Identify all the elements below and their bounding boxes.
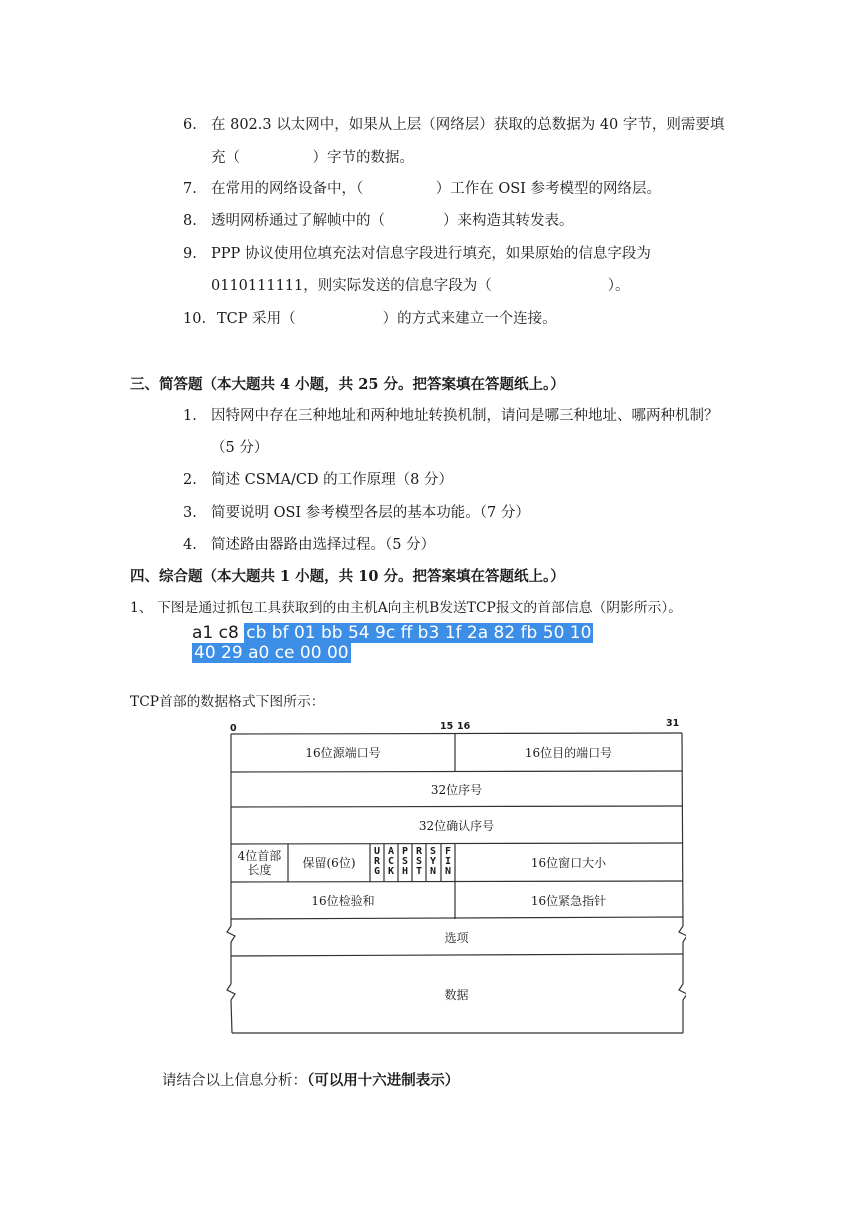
field-destination-port: 16位目的端口号 xyxy=(524,746,613,760)
flag-rst xyxy=(413,847,425,877)
header-length-line-2: 长度 xyxy=(247,863,272,877)
short-question-1 xyxy=(183,406,719,426)
question-number: 6. xyxy=(183,117,197,133)
tcp-format-caption: TCP首部的数据格式下图所示： xyxy=(130,694,325,710)
flag-letter: P xyxy=(401,846,409,857)
field-source-port: 16位源端口号 xyxy=(305,746,381,760)
field-reserved: 保留(6位) xyxy=(302,856,356,870)
hex-plain-bytes: a1 c8 xyxy=(192,623,239,643)
field-urgent-pointer: 16位紧急指针 xyxy=(530,893,607,908)
hex-highlighted-bytes: 40 29 a0 ce 00 00 xyxy=(194,643,349,663)
analysis-prompt xyxy=(162,1071,459,1091)
question-number: 2. xyxy=(183,472,197,488)
flag-letter: N xyxy=(429,866,437,877)
question-number: 4. xyxy=(183,537,197,553)
question-number: 10. xyxy=(183,311,207,327)
flag-letter: F xyxy=(444,846,452,857)
flag-letter: S xyxy=(415,856,423,867)
flag-letter: N xyxy=(444,866,452,877)
flag-letter: A xyxy=(387,846,395,857)
field-acknowledgment-number: 32位确认序号 xyxy=(418,818,495,833)
question-7 xyxy=(183,179,661,199)
question-number: 1. xyxy=(183,408,197,424)
tcp-header-diagram xyxy=(226,716,686,1046)
question-text: 因特网中存在三种地址和两种地址转换机制，请问是哪三种地址、哪两种机制？ xyxy=(211,408,719,424)
flag-letter: C xyxy=(387,856,395,867)
analysis-prompt-text: 请结合以上信息分析： xyxy=(162,1073,307,1089)
field-options: 选项 xyxy=(444,930,469,945)
field-window-size: 16位窗口大小 xyxy=(530,856,607,870)
section3-heading: 三、简答题（本大题共 4 小题，共 25 分。把答案填在答题纸上。） xyxy=(130,376,565,393)
question-9-continuation: 0110111111，则实际发送的信息字段为（ ）。 xyxy=(211,278,630,294)
flag-letter: H xyxy=(401,866,409,877)
flag-ack xyxy=(385,847,397,877)
question-10 xyxy=(183,309,557,329)
question-text: 简要说明 OSI 参考模型各层的基本功能。（7 分） xyxy=(211,505,530,521)
question-text: 简述 CSMA/CD 的工作原理（8 分） xyxy=(211,472,454,488)
hex-highlighted-bytes: cb bf 01 bb 54 9c ff b3 1f 2a 82 fb 50 10 xyxy=(246,623,592,643)
question-text: PPP 协议使用位填充法对信息字段进行填充，如果原始的信息字段为 xyxy=(211,246,651,262)
question-9 xyxy=(183,244,651,264)
flag-letter: R xyxy=(373,856,381,867)
short-question-2 xyxy=(183,470,453,490)
hex-dump-line-1 xyxy=(192,623,593,643)
flag-letter: U xyxy=(373,846,381,857)
hex-dump-line-2 xyxy=(192,643,351,663)
short-question-1-continuation: （5 分） xyxy=(211,440,269,456)
field-checksum: 16位检验和 xyxy=(311,893,375,908)
question-number: 7. xyxy=(183,181,197,197)
comprehensive-question-1: 1、 下图是通过抓包工具获取到的由主机A向主机B发送TCP报文的首部信息（阴影所示）。 xyxy=(130,600,683,616)
flag-letter: R xyxy=(415,846,423,857)
question-text: 简述路由器路由选择过程。（5 分） xyxy=(211,537,436,553)
flag-letter: K xyxy=(387,866,395,877)
question-6 xyxy=(183,115,724,135)
header-length-line-1: 4位首部 xyxy=(237,849,282,863)
question-number: 3. xyxy=(183,505,197,521)
bit-label-0: 0 xyxy=(230,723,237,734)
analysis-prompt-bold: （可以用十六进制表示） xyxy=(307,1072,460,1089)
flag-letter: S xyxy=(401,856,409,867)
bit-label-31: 31 xyxy=(666,718,680,729)
short-question-3 xyxy=(183,503,530,523)
question-6-continuation: 充（ ）字节的数据。 xyxy=(211,150,414,166)
question-text: 透明网桥通过了解帧中的（ ）来构造其转发表。 xyxy=(211,213,574,229)
short-question-4 xyxy=(183,535,435,555)
flag-urg xyxy=(371,847,383,877)
field-header-length xyxy=(231,844,288,882)
section4-heading: 四、综合题（本大题共 1 小题，共 10 分。把答案填在答题纸上。） xyxy=(130,568,565,585)
field-sequence-number: 32位序号 xyxy=(430,782,483,797)
flag-letter: I xyxy=(444,856,452,867)
question-text: 在常用的网络设备中，（ ）工作在 OSI 参考模型的网络层。 xyxy=(211,181,662,197)
flag-letter: Y xyxy=(429,856,437,867)
flag-psh xyxy=(399,847,411,877)
question-number: 8. xyxy=(183,213,197,229)
bit-label-16: 16 xyxy=(457,721,471,732)
bit-label-15: 15 xyxy=(440,721,454,732)
flag-letter: G xyxy=(373,866,381,877)
flag-letter: T xyxy=(415,866,423,877)
question-number: 9. xyxy=(183,246,197,262)
question-text: 在 802.3 以太网中，如果从上层（网络层）获取的总数据为 40 字节，则需要填 xyxy=(211,117,725,133)
field-data: 数据 xyxy=(444,987,469,1002)
flag-letter: S xyxy=(429,846,437,857)
flag-fin xyxy=(442,847,454,877)
flag-syn xyxy=(427,847,439,877)
question-text: TCP 采用（ ）的方式来建立一个连接。 xyxy=(217,311,557,327)
question-8 xyxy=(183,211,574,231)
